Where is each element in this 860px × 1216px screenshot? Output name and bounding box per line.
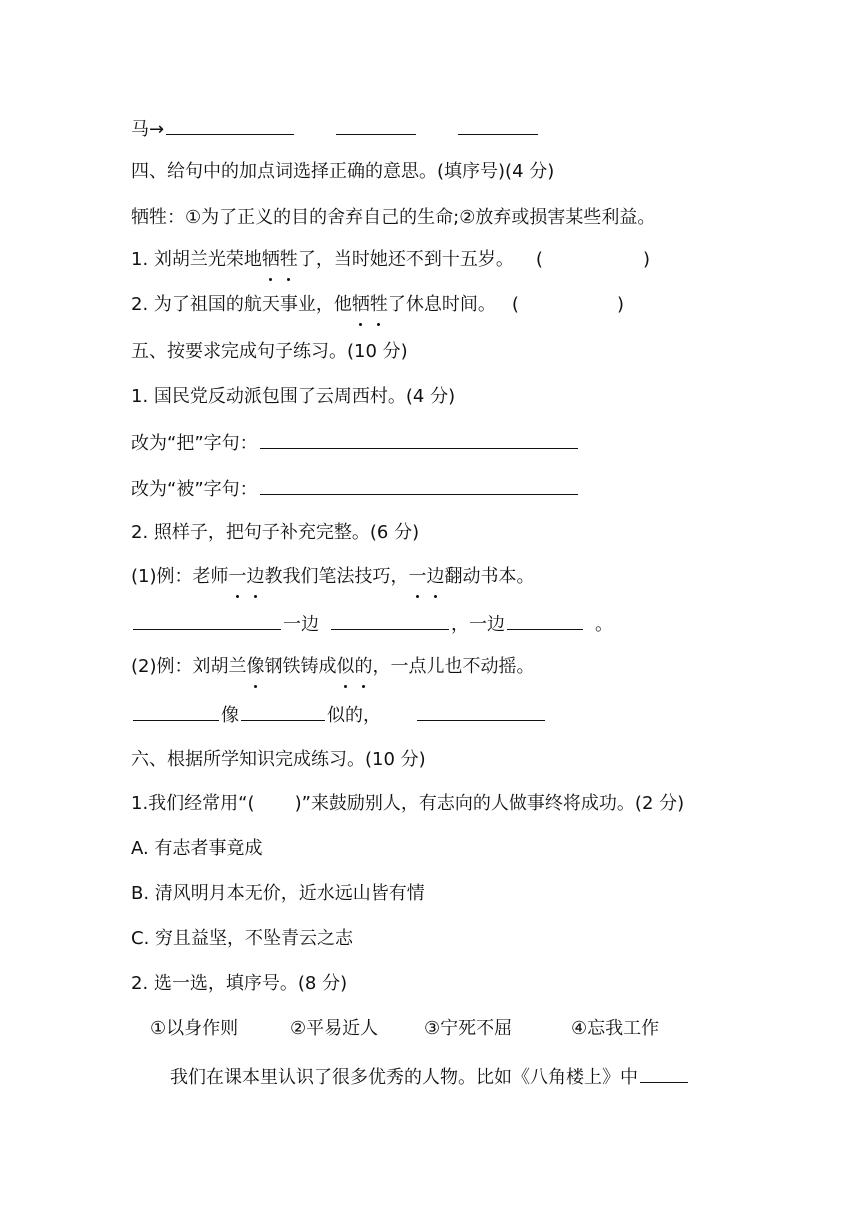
example-text: (1)例：老师: [131, 566, 229, 587]
choice-a: A. 有志者事竟成: [131, 838, 263, 859]
paren-open: (: [511, 294, 519, 315]
item-text: 了休息时间。: [387, 294, 496, 315]
passage-text: 我们在课本里认识了很多优秀的人物。比如《八角楼上》中: [170, 1067, 638, 1088]
option-3: ③宁死不屈: [424, 1018, 513, 1039]
dotted-char: 牺: [352, 291, 370, 319]
paren-close: ): [616, 294, 624, 315]
dotted-char: 像: [247, 653, 265, 681]
fill-text: 似的，: [327, 705, 381, 726]
answer-blank[interactable]: [331, 609, 449, 630]
choice-c: C. 穷且益坚，不坠青云之志: [131, 928, 354, 949]
definition-body: ①为了正义的目的舍弃自己的生命;②放弃或损害某些利益。: [185, 207, 656, 228]
answer-blank[interactable]: [133, 609, 281, 630]
answer-blank[interactable]: [166, 114, 294, 135]
definition-prefix: 牺牲：: [131, 207, 185, 228]
answer-blank[interactable]: [640, 1062, 688, 1083]
fill-text: 像: [221, 705, 239, 726]
section5-title: 五、按要求完成句子练习。(10 分): [131, 341, 408, 362]
paren-close: ): [642, 249, 650, 270]
s6-q1: 1.我们经常用“( )”来鼓励别人，有志向的人做事终将成功。(2 分): [131, 793, 685, 814]
item-text: 1. 刘胡兰光荣地: [131, 249, 262, 270]
s5-q1: 1. 国民党反动派包围了云周西村。(4 分): [131, 386, 456, 407]
answer-blank[interactable]: [417, 700, 545, 721]
bei-label: 改为“被”字句：: [131, 479, 258, 500]
s5-q2: 2. 照样子，把句子补充完整。(6 分): [131, 522, 420, 543]
option-4: ④忘我工作: [571, 1018, 660, 1039]
option-list: [150, 1015, 659, 1043]
answer-blank[interactable]: [241, 700, 325, 721]
horse-label: 马→: [131, 119, 165, 140]
s6-q2: 2. 选一选，填序号。(8 分): [131, 973, 348, 994]
example-text: (2)例：刘胡兰: [131, 656, 247, 677]
definition-line: [131, 204, 655, 232]
dotted-char: 牲: [280, 246, 298, 274]
example-2: [131, 653, 535, 681]
choice-b: B. 清风明月本无价，近水远山皆有情: [131, 883, 425, 904]
dotted-char: 似: [337, 653, 355, 681]
dotted-char: 的: [355, 653, 373, 681]
bei-sentence-line: [131, 474, 580, 502]
dotted-char: 牺: [262, 246, 280, 274]
ba-sentence-line: [131, 428, 580, 456]
dotted-char: 一: [229, 563, 247, 591]
s4-item-1: [131, 246, 650, 274]
dotted-char: 边: [247, 563, 265, 591]
paren-open: (: [535, 249, 543, 270]
section6-title: 六、根据所学知识完成练习。(10 分): [131, 749, 426, 770]
s4-item-2: [131, 291, 624, 319]
section4-title: 四、给句中的加点词选择正确的意思。(填序号)(4 分): [131, 161, 555, 182]
fill-text: 。: [595, 614, 613, 635]
horse-line: [131, 114, 540, 142]
fill-2: [131, 700, 547, 728]
ba-label: 改为“把”字句：: [131, 433, 258, 454]
option-1: ①以身作则: [150, 1018, 239, 1039]
bei-answer-blank[interactable]: [260, 474, 578, 495]
example-text: 教我们笔法技巧，: [264, 566, 409, 587]
example-text: ，一点儿也不动摇。: [372, 656, 535, 677]
dotted-char: 边: [427, 563, 445, 591]
answer-blank[interactable]: [336, 114, 416, 135]
answer-blank[interactable]: [458, 114, 538, 135]
example-text: 钢铁铸成: [264, 656, 337, 677]
dotted-char: 一: [409, 563, 427, 591]
fill-text: 一边: [283, 614, 319, 635]
fill-text: ，一边: [451, 614, 505, 635]
answer-blank[interactable]: [507, 609, 583, 630]
passage-line: [170, 1062, 690, 1090]
fill-1: [131, 609, 613, 637]
option-2: ②平易近人: [290, 1018, 379, 1039]
item-text: 了，当时她还不到十五岁。: [297, 249, 514, 270]
item-text: 2. 为了祖国的航天事业，他: [131, 294, 352, 315]
ba-answer-blank[interactable]: [260, 428, 578, 449]
answer-blank[interactable]: [133, 700, 219, 721]
example-1: [131, 563, 535, 591]
example-text: 翻动书本。: [444, 566, 535, 587]
dotted-char: 牲: [370, 291, 388, 319]
